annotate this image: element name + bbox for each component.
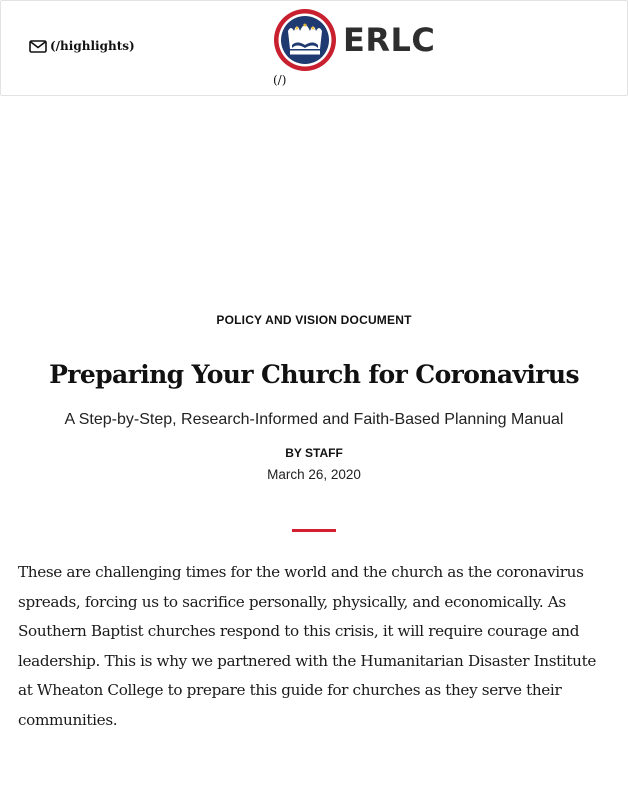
article-date: March 26, 2020 xyxy=(267,467,361,482)
envelope-icon xyxy=(29,40,47,53)
article-byline: BY STAFF xyxy=(285,446,343,460)
article-title: Preparing Your Church for Coronavirus xyxy=(49,360,579,389)
logo-wordmark: ERLC xyxy=(343,21,436,59)
highlights-link[interactable] xyxy=(29,39,135,53)
svg-text:★: ★ xyxy=(302,22,308,29)
highlights-link-label: (/highlights) xyxy=(50,39,135,53)
svg-text:★: ★ xyxy=(310,25,316,32)
article-subtitle: A Step-by-Step, Research-Informed and Faith-Based Planning Manual xyxy=(64,411,564,428)
site-header xyxy=(0,0,628,96)
svg-text:★: ★ xyxy=(294,25,300,32)
article-body-paragraph: These are challenging times for the world and the church as the coronavirus spreads, forcing us to sacrifice personally, physically, and economically. As Southern Baptist churches respond to this crisis, it will require courage and leadership. This is why we partnered with the Humanitarian Disaster Institute at Wheaton College to prepare this guide for churches as they serve their communities. xyxy=(18,563,597,729)
title-divider xyxy=(292,529,336,532)
home-link[interactable]: (/) xyxy=(273,73,287,87)
article-category[interactable]: POLICY AND VISION DOCUMENT xyxy=(216,313,412,327)
crown-seal-icon xyxy=(273,8,337,72)
erlc-logo-link[interactable] xyxy=(273,8,435,72)
